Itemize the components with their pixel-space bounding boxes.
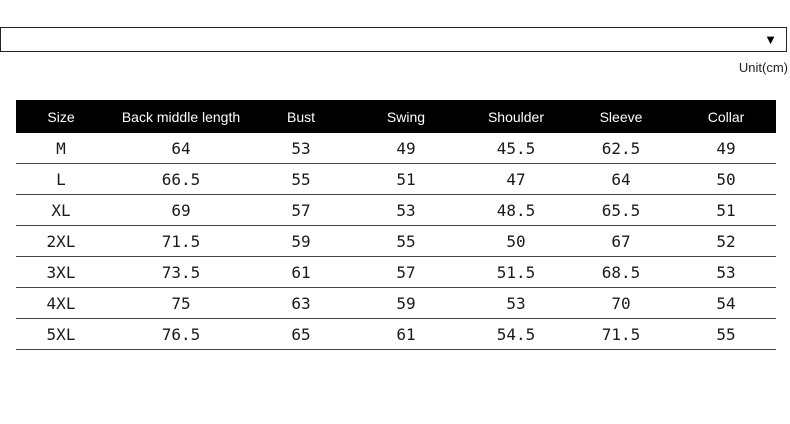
cell-shoulder: 50 xyxy=(466,226,566,257)
cell-sleeve: 68.5 xyxy=(566,257,676,288)
cell-bust: 57 xyxy=(256,195,346,226)
cell-shoulder: 48.5 xyxy=(466,195,566,226)
cell-collar: 49 xyxy=(676,133,776,164)
cell-sleeve: 70 xyxy=(566,288,676,319)
cell-collar: 54 xyxy=(676,288,776,319)
table-row xyxy=(16,257,776,288)
cell-bust: 53 xyxy=(256,133,346,164)
cell-collar: 55 xyxy=(676,319,776,350)
table-header-row xyxy=(16,100,776,133)
cell-shoulder: 54.5 xyxy=(466,319,566,350)
column-header-size: Size xyxy=(16,100,106,133)
cell-swing: 51 xyxy=(346,164,466,195)
cell-bust: 61 xyxy=(256,257,346,288)
cell-bust: 65 xyxy=(256,319,346,350)
column-header-sleeve: Sleeve xyxy=(566,100,676,133)
cell-swing: 53 xyxy=(346,195,466,226)
table-row xyxy=(16,164,776,195)
cell-collar: 50 xyxy=(676,164,776,195)
cell-size: 3XL xyxy=(16,257,106,288)
cell-size: 5XL xyxy=(16,319,106,350)
cell-swing: 49 xyxy=(346,133,466,164)
table-row xyxy=(16,319,776,350)
column-header-swing: Swing xyxy=(346,100,466,133)
cell-shoulder: 53 xyxy=(466,288,566,319)
cell-bust: 55 xyxy=(256,164,346,195)
column-header-shoulder: Shoulder xyxy=(466,100,566,133)
triangle-down-icon[interactable]: ▼ xyxy=(764,32,777,47)
column-header-collar: Collar xyxy=(676,100,776,133)
cell-swing: 59 xyxy=(346,288,466,319)
cell-back-middle-length: 71.5 xyxy=(106,226,256,257)
cell-bust: 63 xyxy=(256,288,346,319)
cell-back-middle-length: 73.5 xyxy=(106,257,256,288)
cell-collar: 53 xyxy=(676,257,776,288)
size-chart-table xyxy=(16,100,776,350)
cell-size: L xyxy=(16,164,106,195)
table-row xyxy=(16,288,776,319)
cell-swing: 57 xyxy=(346,257,466,288)
cell-size: 4XL xyxy=(16,288,106,319)
cell-shoulder: 51.5 xyxy=(466,257,566,288)
table-row xyxy=(16,195,776,226)
cell-back-middle-length: 76.5 xyxy=(106,319,256,350)
cell-sleeve: 62.5 xyxy=(566,133,676,164)
size-selector-dropdown[interactable] xyxy=(0,27,787,52)
cell-shoulder: 45.5 xyxy=(466,133,566,164)
cell-collar: 52 xyxy=(676,226,776,257)
cell-shoulder: 47 xyxy=(466,164,566,195)
cell-back-middle-length: 75 xyxy=(106,288,256,319)
column-header-bust: Bust xyxy=(256,100,346,133)
cell-sleeve: 64 xyxy=(566,164,676,195)
unit-label: Unit(cm) xyxy=(738,60,788,75)
cell-size: XL xyxy=(16,195,106,226)
cell-swing: 61 xyxy=(346,319,466,350)
cell-back-middle-length: 64 xyxy=(106,133,256,164)
cell-size: M xyxy=(16,133,106,164)
table-row xyxy=(16,226,776,257)
cell-bust: 59 xyxy=(256,226,346,257)
cell-sleeve: 71.5 xyxy=(566,319,676,350)
cell-sleeve: 67 xyxy=(566,226,676,257)
column-header-back-middle-length: Back middle length xyxy=(106,100,256,133)
cell-swing: 55 xyxy=(346,226,466,257)
table-row xyxy=(16,133,776,164)
cell-sleeve: 65.5 xyxy=(566,195,676,226)
cell-back-middle-length: 66.5 xyxy=(106,164,256,195)
cell-collar: 51 xyxy=(676,195,776,226)
cell-back-middle-length: 69 xyxy=(106,195,256,226)
cell-size: 2XL xyxy=(16,226,106,257)
